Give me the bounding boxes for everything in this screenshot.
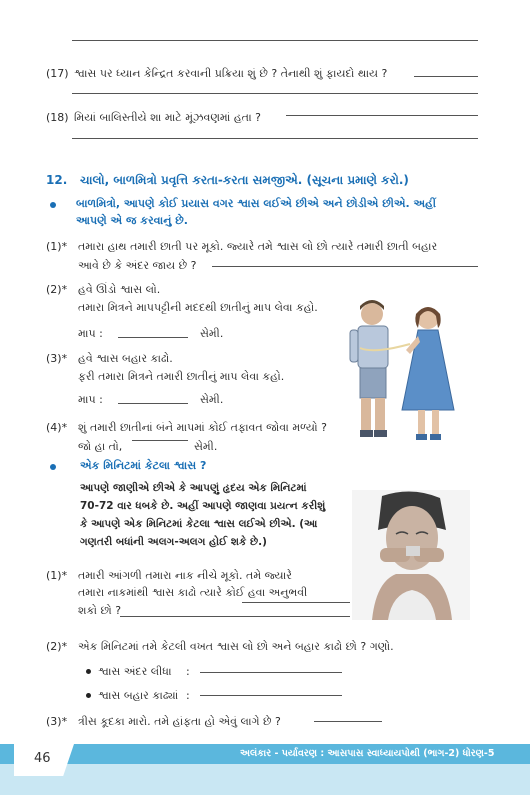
item-number: (1)* (46, 569, 68, 582)
kids-measuring-chest-illustration (330, 292, 470, 452)
question-17-text: શ્વાસ પર ધ્યાન કેન્દ્રિત કરવાની પ્રક્રિયા શું છે ? તેનાથી શું ફાયદો થાય ? (74, 67, 388, 80)
bullet-icon (86, 669, 91, 674)
activity-text: તમારી આંગળી તમારા નાક નીચે મૂકો. તમે જ્યારે (78, 569, 292, 582)
activity-text: તમારા નાકમાંથી શ્વાસ કાઢો ત્યારે કોઈ હવા અનુભવી (78, 586, 308, 599)
activity-text: હવે શ્વાસ બહાર કાઢો. (78, 352, 173, 365)
item-number: (2)* (46, 283, 68, 296)
paragraph-line: આપણે જાણીએ છીએ કે આપણું હૃદય એક મિનિટમાં (80, 482, 307, 494)
section-number: 12. (46, 173, 68, 187)
page-number: 46 (34, 751, 51, 766)
activity-text: તમારા મિત્રને માપપટ્ટીની મદદથી છાતીનું માપ લેવા કહો. (78, 301, 318, 314)
item-number: (3)* (46, 715, 68, 728)
bullet-icon (86, 693, 91, 698)
measure-label: માપ : (78, 393, 103, 406)
activity-text: એક મિનિટમાં તમે કેટલી વખત શ્વાસ લો છો અને બહાર કાઢો છો ? ગણો. (78, 640, 394, 653)
activity-text: હવે ઊંડો શ્વાસ લો. (78, 283, 161, 296)
unit-label: સેમી. (200, 327, 224, 340)
activity-text: જો હા તો, (78, 440, 123, 453)
activity-text: આવે છે કે અંદર જાય છે ? (78, 259, 197, 272)
activity-text: શું તમારી છાતીનાં બંને માપમાં કોઈ તફાવત જોવા મળ્યો ? (78, 421, 327, 434)
activity-text: શકો છો ? (78, 604, 122, 617)
answer-line (200, 695, 342, 696)
question-number: (18) (46, 111, 69, 124)
item-number: (4)* (46, 421, 68, 434)
answer-line (242, 602, 350, 603)
breathing-check-photo (352, 490, 470, 620)
breaths-out-label: શ્વાસ બહાર કાઢ્યાં (98, 689, 179, 702)
measure-label: માપ : (78, 327, 103, 340)
colon: : (186, 689, 190, 702)
item-number: (2)* (46, 640, 68, 653)
colon: : (186, 665, 190, 678)
measure-line (118, 403, 188, 404)
paragraph-line: કે આપણે એક મિનિટમાં કેટલા શ્વાસ લઈએ છીએ. (આ (80, 518, 318, 530)
answer-line (414, 76, 478, 77)
breaths-in-label: શ્વાસ અંદર લીધા (98, 665, 172, 678)
bullet-icon (50, 464, 56, 470)
question-number: (17) (46, 67, 69, 80)
measure-line (118, 337, 188, 338)
question-18-text: મિયાં બાલિસ્તીયે શા માટે મૂંઝવણમાં હતા ? (74, 111, 262, 124)
answer-line (72, 40, 478, 41)
section-title: ચાલો, બાળમિત્રો પ્રવૃત્તિ કરતા-કરતા સમજીએ. (સૂચના પ્રમાણે કરો.) (80, 173, 409, 187)
activity-text: ત્રીસ કૂદકા મારો. તમે હાંફતા હો એવું લાગે છે ? (78, 715, 281, 728)
footer-book-title: અલંકાર - પર્યાવરણ : આસપાસ સ્વાધ્યાયપોથી (ભાગ-2) ધોરણ-5 (240, 748, 495, 759)
bullet-icon (50, 202, 56, 208)
paragraph-line: 70-72 વાર ધબકે છે. અહીં આપણે જાણવા પ્રયત્ન કરીશું (80, 500, 326, 512)
answer-line (200, 672, 342, 673)
answer-line (286, 115, 478, 116)
answer-line (212, 266, 478, 267)
measure-line (132, 440, 188, 441)
item-number: (1)* (46, 240, 68, 253)
unit-label: સેમી. (200, 393, 224, 406)
answer-line (314, 721, 382, 722)
item-number: (3)* (46, 352, 68, 365)
paragraph-line: ગણતરી બધાંની અલગ-અલગ હોઈ શકે છે.) (80, 536, 267, 548)
subsection-title: એક મિનિટમાં કેટલા શ્વાસ ? (80, 459, 207, 472)
activity-text: ફરી તમારા મિત્રને તમારી છાતીનું માપ લેવા કહો. (78, 370, 285, 383)
activity-text: તમારા હાથ તમારી છાતી પર મૂકો. જ્યારે તમે શ્વાસ લો છો ત્યારે તમારી છાતી બહાર (78, 240, 438, 253)
answer-line (120, 616, 350, 617)
answer-line (72, 93, 478, 94)
unit-label: સેમી. (194, 440, 218, 453)
section-intro-line: આપણે એ જ કરવાનું છે. (76, 214, 188, 227)
answer-line (72, 138, 478, 139)
section-intro-line: બાળમિત્રો, આપણે કોઈ પ્રયાસ વગર શ્વાસ લઈએ છીએ અને છોડીએ છીએ. અહીં (76, 197, 437, 210)
